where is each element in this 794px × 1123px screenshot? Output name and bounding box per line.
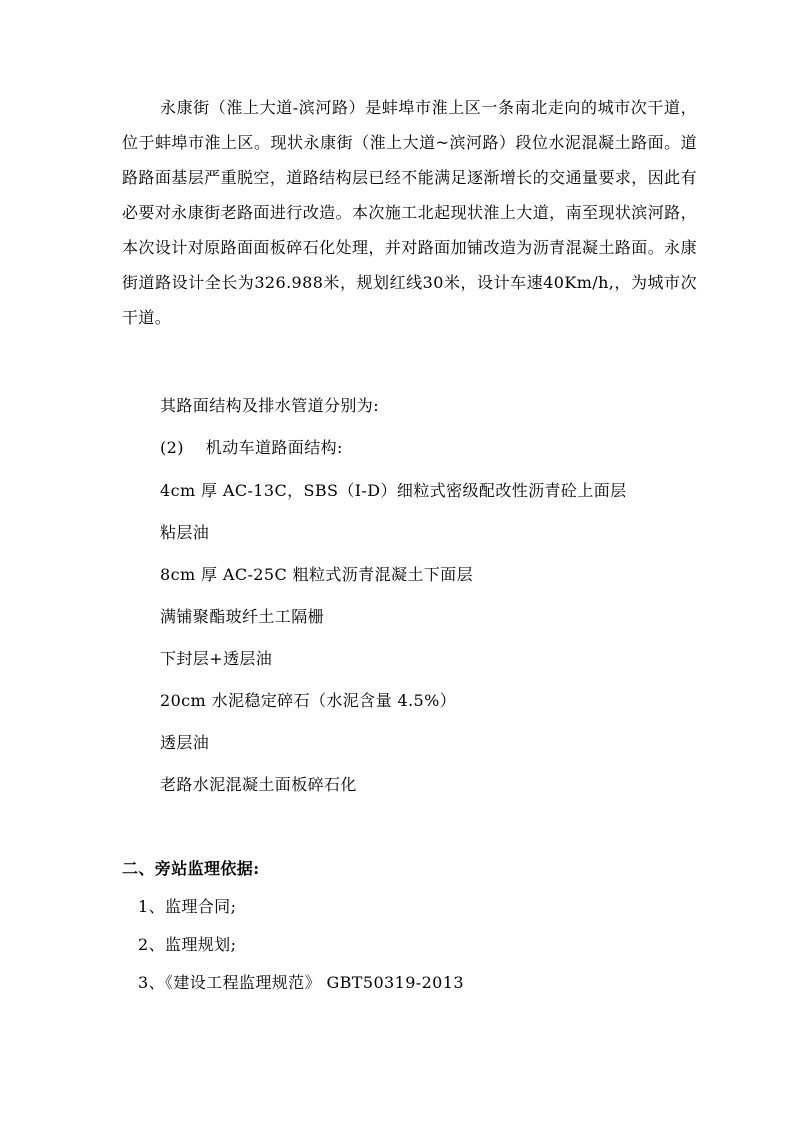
pavement-layer-1: 4cm 厚 AC-13C，SBS（I-D）细粒式密级配改性沥青砼上面层 <box>160 481 627 500</box>
pavement-layer-8: 老路水泥混凝土面板碎石化 <box>160 775 357 794</box>
pavement-layer-3: 8cm 厚 AC-25C 粗粒式沥青混凝土下面层 <box>160 565 473 584</box>
pavement-layer-7: 透层油 <box>160 733 210 752</box>
pavement-layer-2: 粘层油 <box>160 523 210 542</box>
pavement-layer-4: 满铺聚酯玻纤土工隔栅 <box>160 607 325 626</box>
basis-item-3: 3、《建设工程监理规范》 GBT50319-2013 <box>138 973 464 992</box>
section-heading: 二、旁站监理依据: <box>122 859 260 878</box>
structure-subheading: (2) 机动车道路面结构: <box>160 438 343 457</box>
intro-paragraph: 永康街（淮上大道-滨河路）是蚌埠市淮上区一条南北走向的城市次干道，位于蚌埠市淮上区。现状永康街（淮上大道~滨河路）段位水泥混凝土路面。道路路面基层严重脱空，道路结构层已经不能满足逐渐增长的交通量要求，因此有必要对永康街老路面进行改造。本次施工北起现状淮上大道，南至现状滨河路，本次设计对原路面面板碎石化处理，并对路面加铺改造为沥青混凝土路面。永康街道路设计全长为326.988米，规划红线30米，设计车速40Km/h,，为城市次干道。 <box>122 98 697 327</box>
structure-intro: 其路面结构及排水管道分别为: <box>160 396 379 415</box>
basis-item-1: 1、监理合同; <box>138 897 237 916</box>
pavement-layer-5: 下封层+透层油 <box>160 649 273 668</box>
basis-item-2: 2、监理规划; <box>138 935 237 954</box>
pavement-layer-6: 20cm 水泥稳定碎石（水泥含量 4.5%） <box>160 691 457 710</box>
